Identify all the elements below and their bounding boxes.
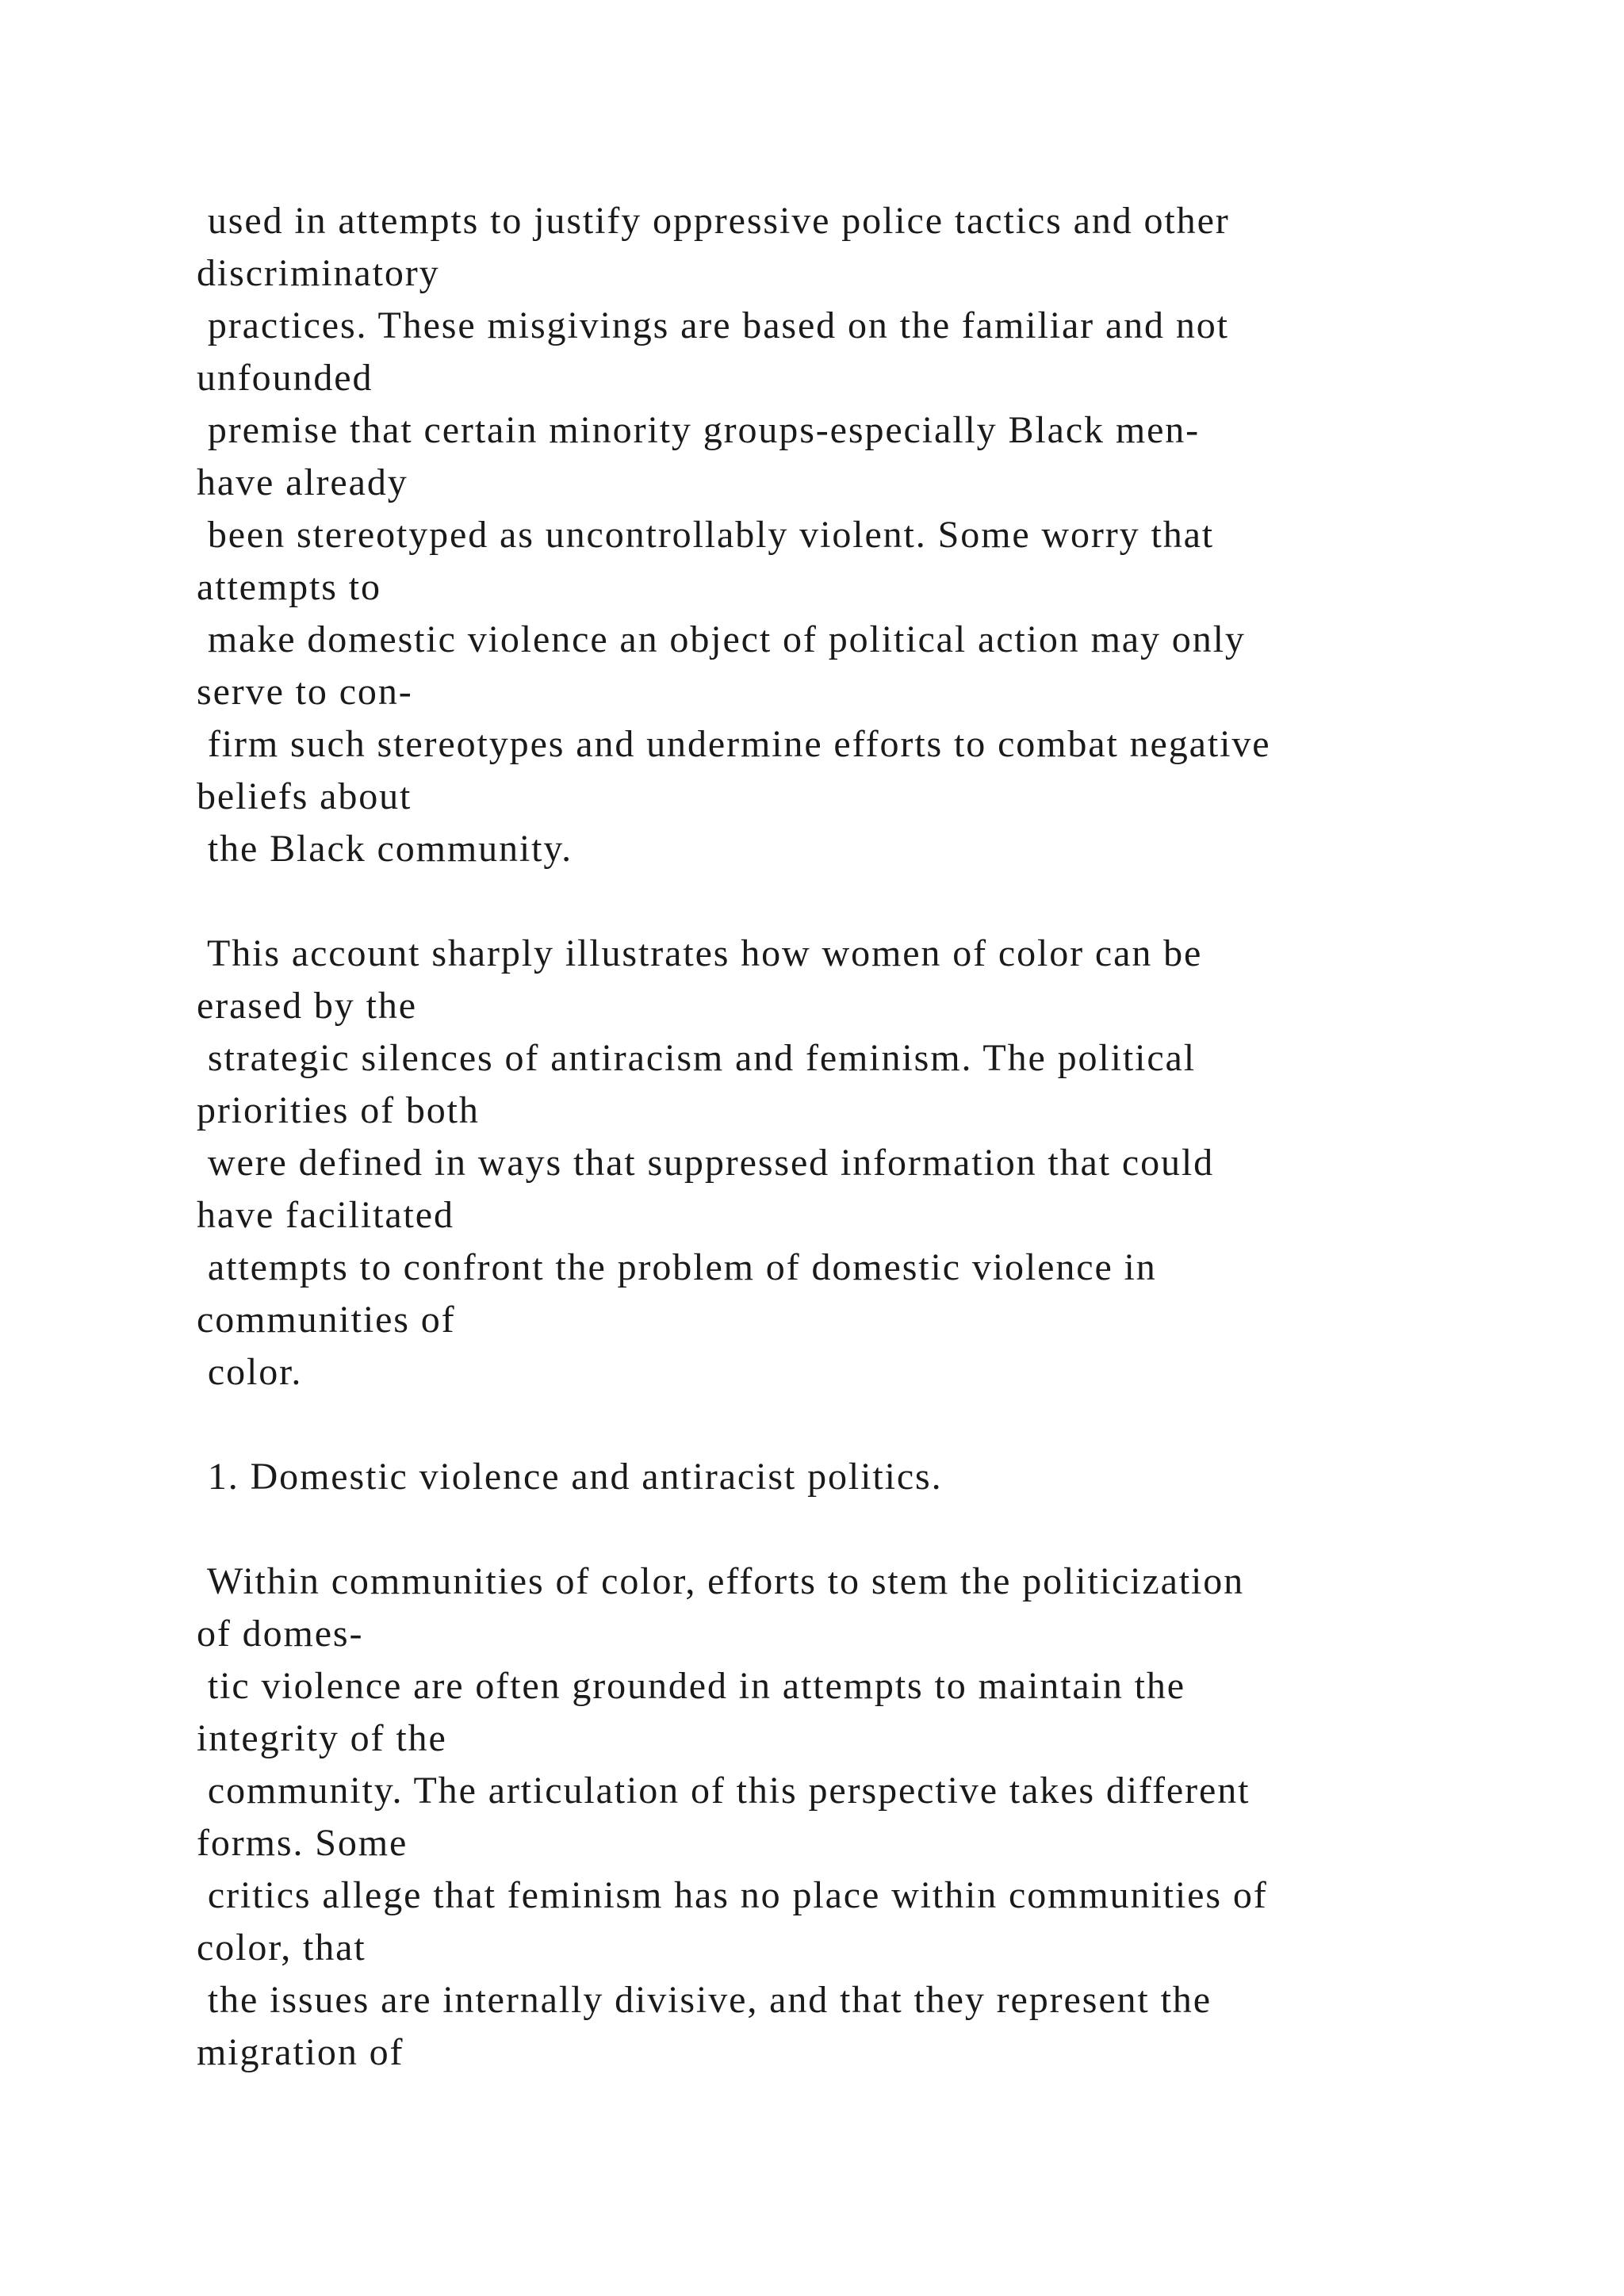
text-line: integrity of the xyxy=(197,1717,447,1759)
text-line: unfounded xyxy=(197,357,373,399)
text-line: forms. Some xyxy=(197,1822,408,1864)
text-line: the Black community. xyxy=(197,828,573,870)
text-line: color, that xyxy=(197,1927,366,1969)
paragraph-break xyxy=(197,1399,1545,1451)
document-text xyxy=(197,195,1545,2079)
text-line: used in attempts to justify oppressive police tactics and other xyxy=(197,200,1230,242)
text-line: of domes- xyxy=(197,1613,364,1655)
text-line: communities of xyxy=(197,1299,456,1341)
text-line: erased by the xyxy=(197,985,417,1027)
text-line: critics allege that feminism has no place within communities of xyxy=(197,1874,1268,1916)
text-line: have already xyxy=(197,461,408,503)
text-line: were defined in ways that suppressed information that could xyxy=(197,1142,1215,1184)
text-line: beliefs about xyxy=(197,775,412,817)
text-line: attempts to xyxy=(197,566,381,608)
text-line: strategic silences of antiracism and feminism. The political xyxy=(197,1037,1197,1079)
text-line: firm such stereotypes and undermine efforts to combat negative xyxy=(197,723,1271,765)
text-line: Within communities of color, efforts to stem the politicization xyxy=(197,1560,1245,1602)
text-line: attempts to confront the problem of domestic violence in xyxy=(197,1246,1157,1288)
text-line: discriminatory xyxy=(197,252,440,294)
paragraph-break xyxy=(197,1503,1545,1556)
text-line: been stereotyped as uncontrollably violent. Some worry that xyxy=(197,514,1215,556)
text-line: This account sharply illustrates how women of color can be xyxy=(197,932,1203,974)
paragraph-break xyxy=(197,875,1545,928)
section-heading: 1. Domestic violence and antiracist politics. xyxy=(197,1456,943,1498)
text-line: color. xyxy=(197,1351,303,1393)
text-line: tic violence are often grounded in attempts to maintain the xyxy=(197,1665,1185,1707)
text-line: community. The articulation of this perspective takes different xyxy=(197,1770,1251,1812)
text-line: premise that certain minority groups-especially Black men- xyxy=(197,409,1201,451)
text-line: practices. These misgivings are based on the familiar and not xyxy=(197,304,1229,346)
text-line: serve to con- xyxy=(197,671,413,713)
text-line: the issues are internally divisive, and that they represent the xyxy=(197,1979,1212,2021)
text-line: make domestic violence an object of political action may only xyxy=(197,618,1246,660)
text-line: priorities of both xyxy=(197,1089,480,1131)
text-line: have facilitated xyxy=(197,1194,454,1236)
text-line: migration of xyxy=(197,2031,404,2073)
